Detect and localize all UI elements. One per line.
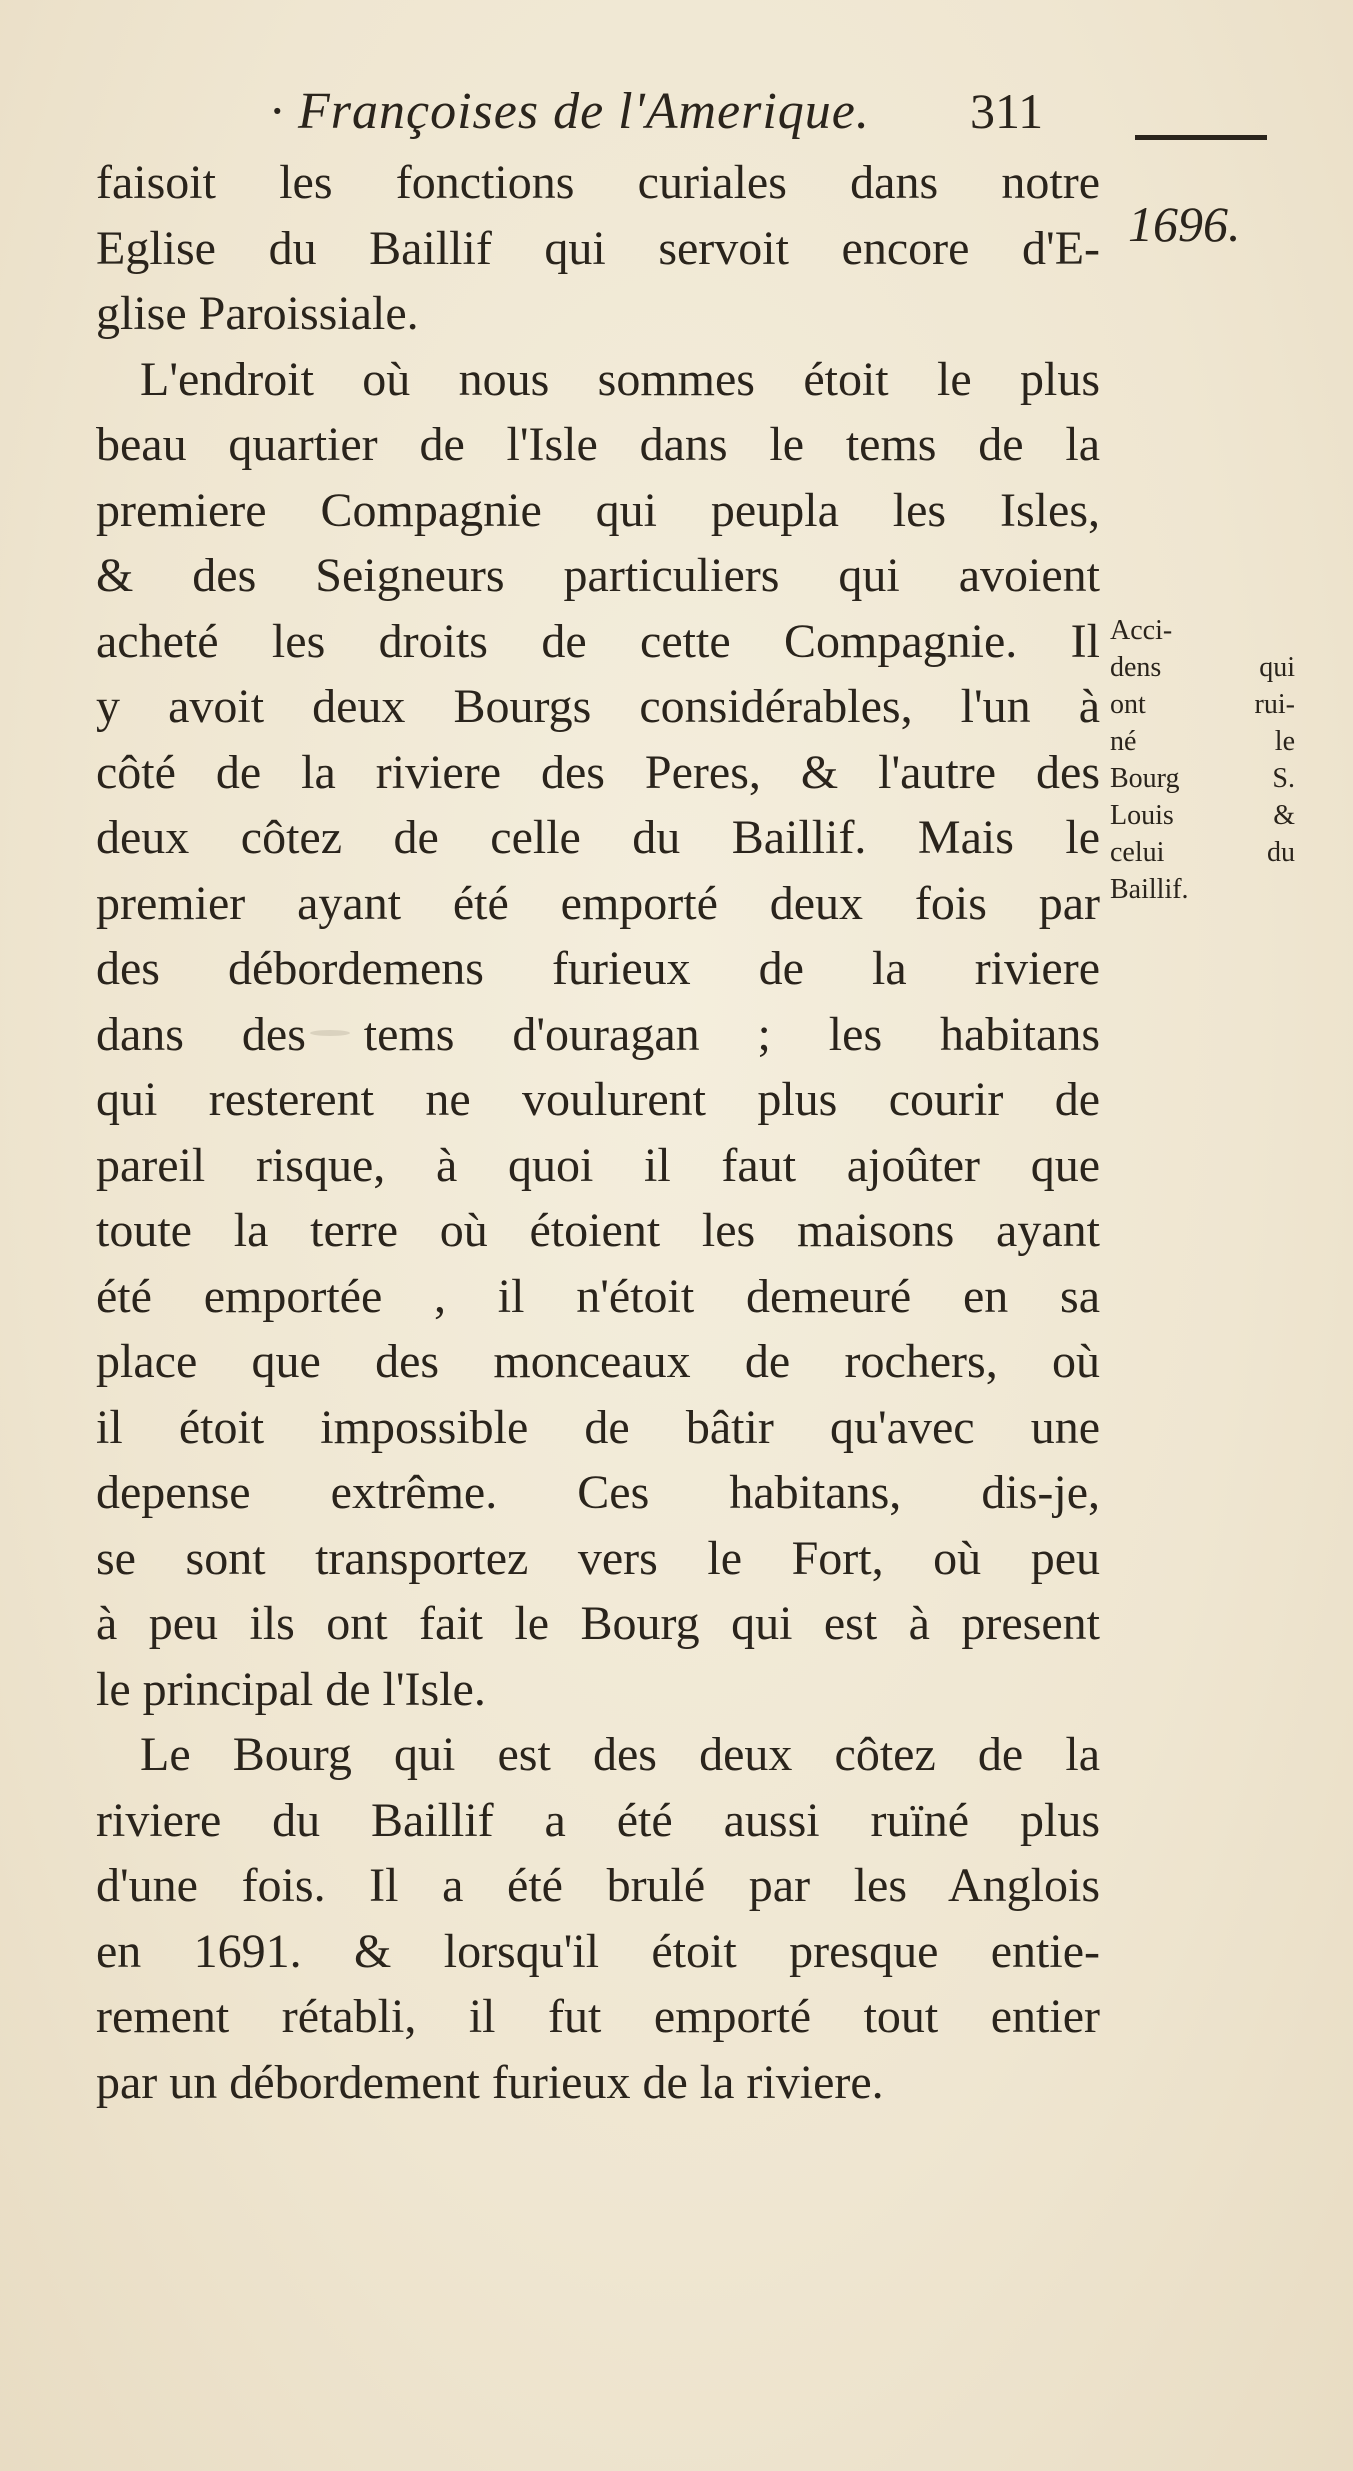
- text-line: Le Bourg qui est des deux côtez de la: [140, 1728, 1100, 1781]
- text-line: par un débordement furieux de la riviere.: [96, 2055, 884, 2109]
- side-note-line: ont rui-: [1110, 689, 1295, 720]
- text-line: pareil risque, à quoi il faut ajoûter que: [96, 1138, 1100, 1192]
- side-note-line: Louis &: [1110, 800, 1295, 831]
- side-note-line: Baillif.: [1110, 874, 1189, 905]
- text-line: d'une fois. Il a été brulé par les Anglois: [96, 1859, 1100, 1912]
- page-number: 311: [970, 83, 1044, 139]
- header-rule: [1135, 135, 1267, 140]
- text-line: Eglise du Baillif qui servoit encore d'E-: [96, 221, 1100, 275]
- text-line: le principal de l'Isle.: [96, 1662, 486, 1716]
- running-title: · Françoises de l'Amerique.: [270, 83, 870, 140]
- text-line: qui resterent ne voulurent plus courir de: [96, 1073, 1100, 1126]
- text-line: glise Paroissiale.: [96, 287, 419, 340]
- text-line: côté de la riviere des Peres, & l'autre des: [96, 745, 1100, 799]
- side-note-line: né le: [1110, 726, 1295, 757]
- text-line: premiere Compagnie qui peupla les Isles,: [96, 483, 1100, 537]
- text-line: des débordemens furieux de la riviere: [96, 942, 1100, 995]
- text-line: en 1691. & lorsqu'il étoit presque entie-: [96, 1924, 1100, 1978]
- text-line: été emportée , il n'étoit demeuré en sa: [96, 1269, 1100, 1323]
- text-line: premier ayant été emporté deux fois par: [96, 876, 1100, 930]
- margin-side-note: [1110, 612, 1295, 908]
- text-line: faisoit les fonctions curiales dans notre: [96, 156, 1100, 209]
- text-line: il étoit impossible de bâtir qu'avec une: [96, 1400, 1100, 1454]
- text-line: à peu ils ont fait le Bourg qui est à present: [96, 1597, 1100, 1650]
- side-note-line: Acci-: [1110, 615, 1173, 646]
- text-line: depense extrême. Ces habitans, dis-je,: [96, 1466, 1100, 1519]
- text-line: & des Seigneurs particuliers qui avoient: [96, 549, 1100, 602]
- text-line: deux côtez de celle du Baillif. Mais le: [96, 811, 1100, 864]
- text-line: beau quartier de l'Isle dans le tems de la: [96, 418, 1100, 471]
- side-note-line: celui du: [1110, 837, 1295, 868]
- text-line: acheté les droits de cette Compagnie. Il: [96, 614, 1100, 668]
- margin-year: 1696.: [1128, 196, 1241, 252]
- text-line: toute la terre où étoient les maisons ayant: [96, 1204, 1100, 1257]
- text-line: L'endroit où nous sommes étoit le plus: [140, 352, 1100, 406]
- text-line: se sont transportez vers le Fort, où peu: [96, 1531, 1100, 1585]
- text-line: dans des tems d'ouragan ; les habitans: [96, 1007, 1100, 1061]
- text-line: riviere du Baillif a été aussi ruïné plus: [96, 1793, 1100, 1847]
- body-text: [96, 150, 1100, 2115]
- text-line: y avoit deux Bourgs considérables, l'un à: [96, 680, 1100, 733]
- text-line: rement rétabli, il fut emporté tout entier: [96, 1990, 1100, 2043]
- text-line: place que des monceaux de rochers, où: [96, 1335, 1100, 1388]
- side-note-line: dens qui: [1110, 652, 1295, 683]
- side-note-line: Bourg S.: [1110, 763, 1295, 794]
- ink-smudge: [310, 1030, 350, 1036]
